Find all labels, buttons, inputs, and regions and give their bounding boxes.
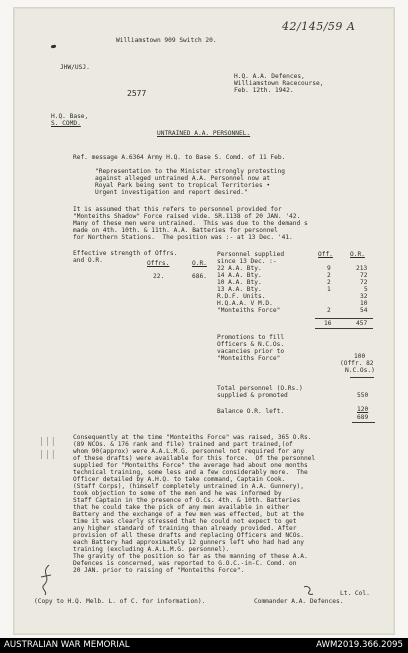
paragraph-2-line-15: provision of all these drafts and replacing Officers and NCOs. [73,532,304,539]
row-off-7: 2 [327,307,331,314]
handwritten-tick [302,583,316,597]
total-or: 457 [356,320,368,327]
supplied-header-1: Personnel supplied [217,251,285,258]
copy-distribution: (Copy to H.Q. Melb. L. of C. for information). [34,598,206,605]
paragraph-2-line-2: (89 NCOs. & 176 rank and file) trained and part trained,(of [73,441,293,448]
off-header: Off. [318,251,333,258]
paragraph-2-line-20: 20 JAN. prior to raising of "Monteiths Force". [73,567,245,574]
paragraph-2-line-4: of these drafts) were available for this force. Of the personnel [73,455,316,462]
promotions-rule [350,377,374,378]
balance-value-2: 689 [357,414,369,421]
paragraph-2-line-7: Officer detailed by A.H.Q. to take command, Captain Cook. [73,476,286,483]
sender-date: Feb. 12th. 1942. [234,87,294,94]
total-personnel-line-2: supplied & promoted [217,392,288,399]
quote-line-4: Urgent investigation and report desired." [95,189,248,196]
row-or-4: 5 [364,286,368,293]
balance-double-rule [352,422,375,423]
recipient-line-2: S. COMD. [51,120,81,127]
or-header: O.R. [192,260,207,267]
subject-heading: UNTRAINED A.A. PERSONNEL. [157,130,251,137]
effective-strength-label: Effective strength of Offrs. [73,250,178,257]
promotions-value: 100 [354,353,366,360]
total-off: 16 [324,320,332,327]
offrs-value: 22. [153,273,165,280]
sender-line-1: H.Q. A.A. Defences, [234,73,305,80]
paragraph-2-line-13: time it was clearly stressed that he could not expect to get [73,518,297,525]
row-unit-5: R.D.F. Units. [217,293,266,300]
effective-strength-label-2: and O.R. [73,257,103,264]
or-value: 686. [192,273,207,280]
paragraph-1-line-5: for Northern Stations. The position was :- at 13 Dec. '41. [73,234,293,241]
margin-pencil-mark-2: | | | [40,450,55,460]
row-or-1: 213 [356,265,368,272]
row-off-2: 2 [327,272,331,279]
row-unit-6: H.Q.A.A. V M.D. [217,300,273,307]
row-off-1: 9 [327,265,331,272]
stamp-number: 2577 [127,89,147,98]
signature-title: Commander A.A. Defences. [254,598,344,605]
promotions-line-2: Officers & N.C.Os. [217,341,285,348]
paragraph-2-line-19: Defences is concerned, was reported to G.O.C.-in-C. Comd. on [73,560,297,567]
quote-line-3: Royal Park being sent to tropical Territories • [95,182,271,189]
paragraph-1-line-3: Many of these men were untrained. This was due to the demand s [73,220,308,227]
paragraph-2-line-9: took objection to some of the men and he was informed by [73,490,282,497]
row-off-4: 1 [327,286,331,293]
reference-number: 42/145/59 A [282,20,356,33]
supplied-header-2: since 13 Dec. :- [217,258,277,265]
paragraph-2-line-5: supplied for "Monteiths Force" the average had about one months [73,462,308,469]
paragraph-2-line-3: whom 90(approx) were A.A.L.M.G. personnel not required for any [73,448,304,455]
row-or-5: 32 [360,293,368,300]
archive-id: AWM2019.366.2095 [316,640,403,650]
quote-line-2: against alleged untrained A.A. Personnel now at [95,175,271,182]
row-or-2: 72 [360,272,368,279]
sender-line-2: Williamstown Racecourse, [234,80,324,87]
paragraph-2-line-11: that he could take the pick of any men available in either [73,504,290,511]
total-personnel-line-1: Total personnel (O.Rs.) [217,385,303,392]
recipient-line-1: H.Q. Base, [51,113,89,120]
promotions-note: (Offr. 82 [340,360,374,367]
paragraph-2-line-18: The gravity of the position so far as the manning of these A.A. [73,553,308,560]
paragraph-2-line-10: Staff Captain in the presence of O.Cs. 4th. & 10th. Batteries [73,497,301,504]
promotions-note-2: N.C.Os.) [345,367,375,374]
paragraph-2-line-16: each Battery had approximately 12 gunners left who had had any [73,539,304,546]
or2-header: O.R. [350,251,365,258]
quote-line-1: "Representation to the Minister strongly protesting [95,168,285,175]
promotions-line-4: "Monteiths Force" [217,355,281,362]
balance-value: 120 [357,406,369,413]
row-unit-1: 22 A.A. Bty. [217,265,262,272]
row-or-6: 10 [360,300,368,307]
paragraph-2-line-6: technical training, some less and a few considerably more. The [73,469,308,476]
initials: JHW/USJ. [60,64,90,71]
telegram-line: Williamstown 909 Switch 20. [116,37,217,44]
row-unit-3: 10 A.A. Bty. [217,279,262,286]
paragraph-2-line-12: Battery and the exchange of a few men was effected, but at the [73,511,304,518]
offrs-header: Offrs. [147,260,170,267]
archive-name: AUSTRALIAN WAR MEMORIAL [4,640,130,650]
margin-pencil-mark-1: | | | [40,437,55,447]
archive-footer-bar [0,638,408,653]
total-personnel-value: 550 [357,392,369,399]
promotions-line-1: Promotions to fill [217,334,285,341]
row-or-3: 72 [360,279,368,286]
paragraph-1-line-1: It is assumed that this refers to personnel provided for [73,206,282,213]
paragraph-2-line-14: any higher standard of training than already provided. After [73,525,297,532]
row-or-7: 54 [360,307,368,314]
paragraph-2-line-17: training (excluding A.A.L.M.G. personnel). [73,546,230,553]
handwritten-initials [36,563,56,597]
row-off-3: 2 [327,279,331,286]
row-unit-2: 14 A.A. Bty. [217,272,262,279]
balance-label: Balance O.R. left. [217,408,285,415]
reference-message: Ref. message A.6364 Army H.Q. to Base S. Comd. of 11 Feb. [73,154,286,161]
table-total-underline [315,328,373,329]
paragraph-2-line-8: (Staff Corps), (himself completely untrained in A.A. Gunnery), [73,483,304,490]
table-total-rule [315,318,373,319]
paragraph-2-line-1: Consequently at the time "Monteiths Force" was raised, 365 O.Rs. [73,434,312,441]
signature-rank: Lt. Col. [340,590,370,597]
paragraph-1-line-2: "Monteiths Shadow" Force raised vide. SR.1138 of 20 JAN. '42. [73,213,301,220]
row-unit-4: 13 A.A. Bty. [217,286,262,293]
row-unit-7: "Monteiths Force" [217,307,281,314]
paragraph-1-line-4: made on 4th. 10th. & 11th. A.A. Batteries for personnel [73,227,278,234]
promotions-line-3: vacancies prior to [217,348,285,355]
